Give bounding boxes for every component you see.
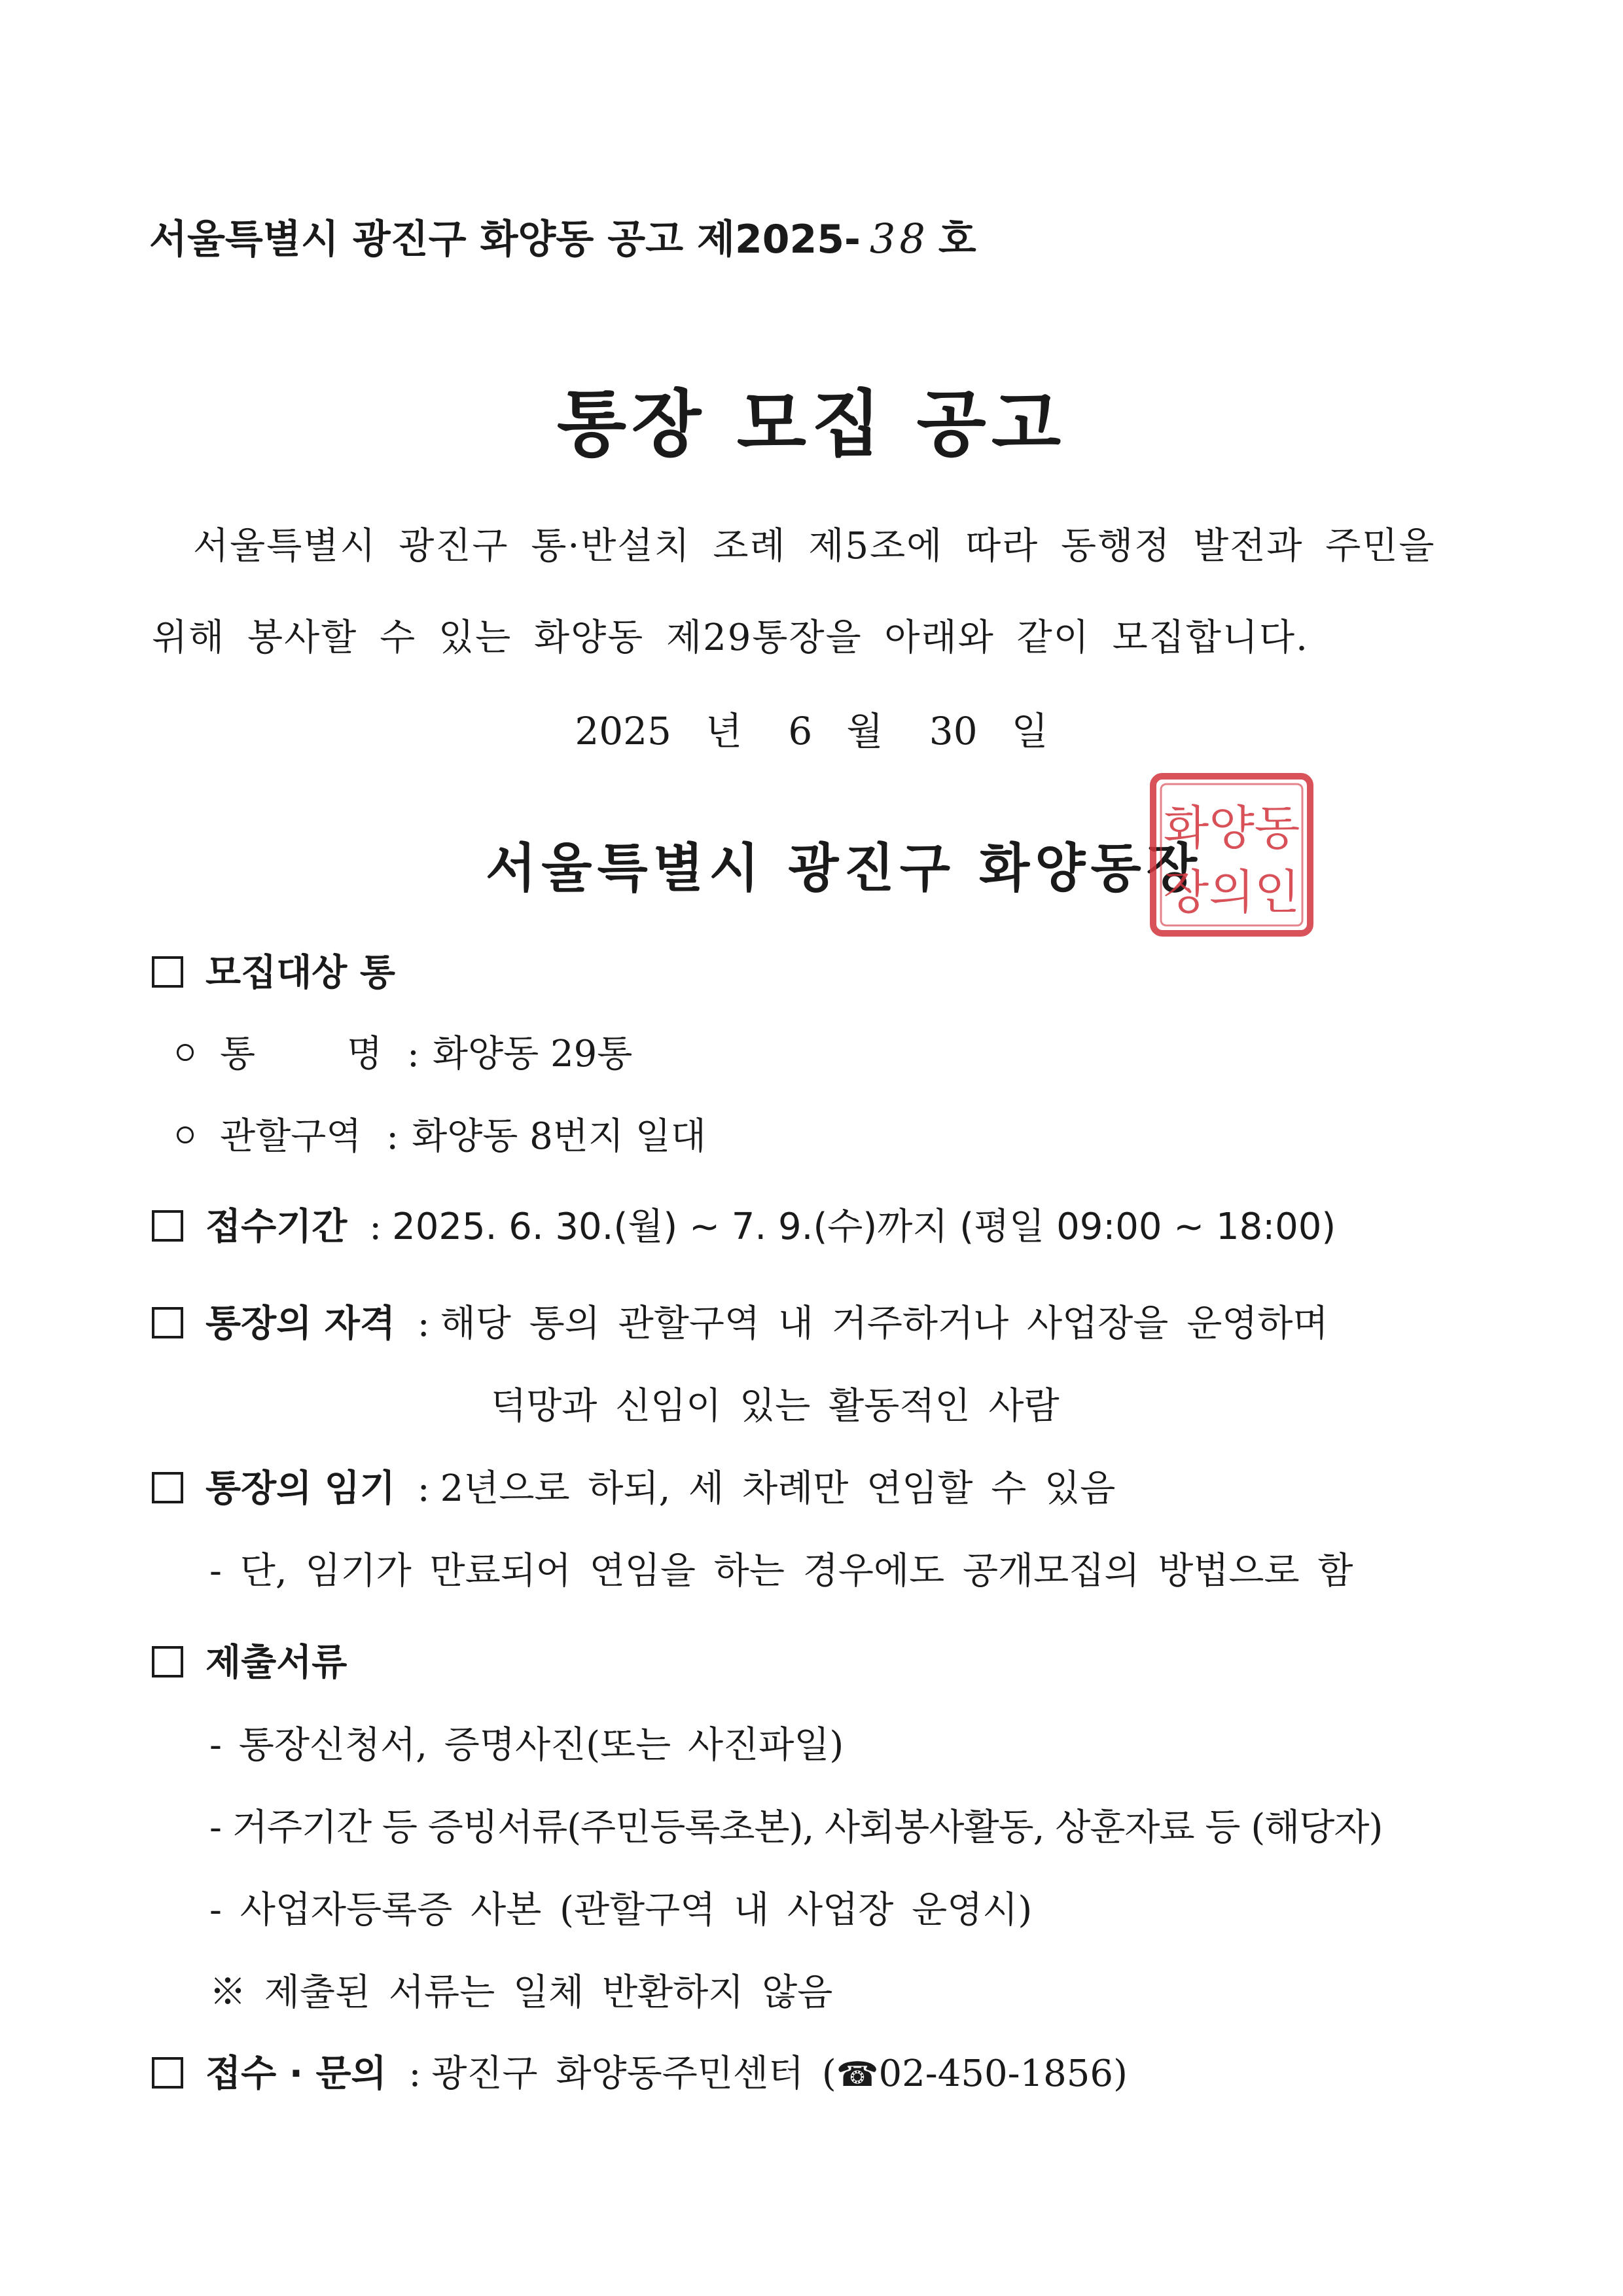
section-documents: [152, 1634, 347, 1686]
target-area-sep: :: [386, 1115, 399, 1158]
section-contact: [152, 2045, 1128, 2097]
checkbox-square-icon: [152, 956, 183, 988]
target-area-value: 화양동 8번지 일대: [412, 1115, 706, 1158]
section-qualification-line2: 덕망과 신임이 있는 활동적인 사람: [491, 1385, 1060, 1427]
issuer-name: 서울특별시 광진구 화양동장: [486, 837, 1203, 899]
date-month: 6: [788, 709, 813, 753]
seal-text-2: 장의인: [1163, 865, 1300, 920]
intro-line-1: 서울특별시 광진구 통·반설치 조례 제5조에 따라 동행정 발전과 주민을: [193, 525, 1436, 567]
section-qualification-line1: 해당 통의 관할구역 내 거주하거나 사업장을 운영하며: [440, 1302, 1329, 1345]
contact-close: ): [1113, 2053, 1128, 2095]
section-contact-sep: :: [408, 2053, 421, 2095]
date-month-unit: 월: [846, 709, 883, 753]
checkbox-square-icon: [152, 1472, 183, 1503]
section-qualification: [152, 1295, 1329, 1347]
contact-phone: 02-450-1856: [878, 2053, 1114, 2095]
section-term-label: 통장의 임기: [205, 1467, 395, 1510]
notice-date: [0, 700, 1623, 755]
section-target: [152, 944, 395, 996]
date-day: 30: [929, 709, 978, 753]
official-seal: [1148, 771, 1315, 939]
target-item-key2: 명: [347, 1033, 383, 1075]
section-qualification-label: 통장의 자격: [205, 1302, 395, 1345]
seal-text-1: 화양동: [1163, 800, 1300, 855]
notice-number: [149, 208, 976, 264]
section-documents-label: 제출서류: [205, 1641, 348, 1684]
target-area-key: 관할구역: [220, 1115, 362, 1158]
phone-icon: ☎: [836, 2055, 879, 2094]
notice-number-suffix: 호: [938, 217, 976, 262]
date-year: 2025: [575, 709, 671, 753]
checkbox-square-icon: [152, 2057, 183, 2089]
section-period-label: 접수기간: [205, 1206, 348, 1248]
section-contact-label: 접수 · 문의: [205, 2053, 387, 2095]
section-term-sep: :: [417, 1467, 430, 1510]
document-item: - 통장신청서, 증명사진(또는 사진파일): [209, 1724, 844, 1767]
circle-bullet-icon: [177, 1044, 194, 1061]
section-term: [152, 1460, 1115, 1512]
document-item: - 사업자등록증 사본 (관할구역 내 사업장 운영시): [209, 1889, 1033, 1931]
section-term-value: 2년으로 하되, 세 차례만 연임할 수 있음: [440, 1467, 1116, 1510]
target-item-sep: :: [407, 1033, 419, 1075]
target-item-area: [177, 1107, 706, 1160]
date-day-unit: 일: [1011, 709, 1048, 753]
section-contact-value: 광진구 화양동주민센터 (: [431, 2053, 836, 2095]
date-year-unit: 년: [705, 709, 742, 753]
section-period-sep: :: [369, 1206, 382, 1248]
notice-number-handwritten: 38: [869, 215, 929, 262]
checkbox-square-icon: [152, 1210, 183, 1242]
target-item-key: 통: [220, 1033, 256, 1075]
section-period-value: 2025. 6. 30.(월) ~ 7. 9.(수)까지 (평일 09:00 ~ 18:00): [392, 1206, 1336, 1248]
intro-line-2: 위해 봉사할 수 있는 화양동 제29통장을 아래와 같이 모집합니다.: [152, 617, 1309, 659]
section-target-label: 모집대상 통: [205, 952, 395, 994]
notice-number-prefix: 서울특별시 광진구 화양동 공고 제2025-: [149, 217, 861, 262]
documents-note: ※ 제출된 서류는 일체 반환하지 않음: [209, 1971, 833, 2014]
target-item-name: [177, 1025, 632, 1077]
checkbox-square-icon: [152, 1646, 183, 1677]
page-title: 통장 모집 공고: [556, 382, 1067, 466]
checkbox-square-icon: [152, 1307, 183, 1338]
section-qualification-sep: :: [417, 1302, 430, 1345]
document-item: - 거주기간 등 증빙서류(주민등록초본), 사회봉사활동, 상훈자료 등 (해당자): [209, 1806, 1383, 1849]
section-term-note: - 단, 임기가 만료되어 연임을 하는 경우에도 공개모집의 방법으로 함: [209, 1550, 1353, 1592]
target-item-value: 화양동 29통: [432, 1033, 633, 1075]
circle-bullet-icon: [177, 1126, 194, 1143]
section-period: [152, 1198, 1336, 1250]
